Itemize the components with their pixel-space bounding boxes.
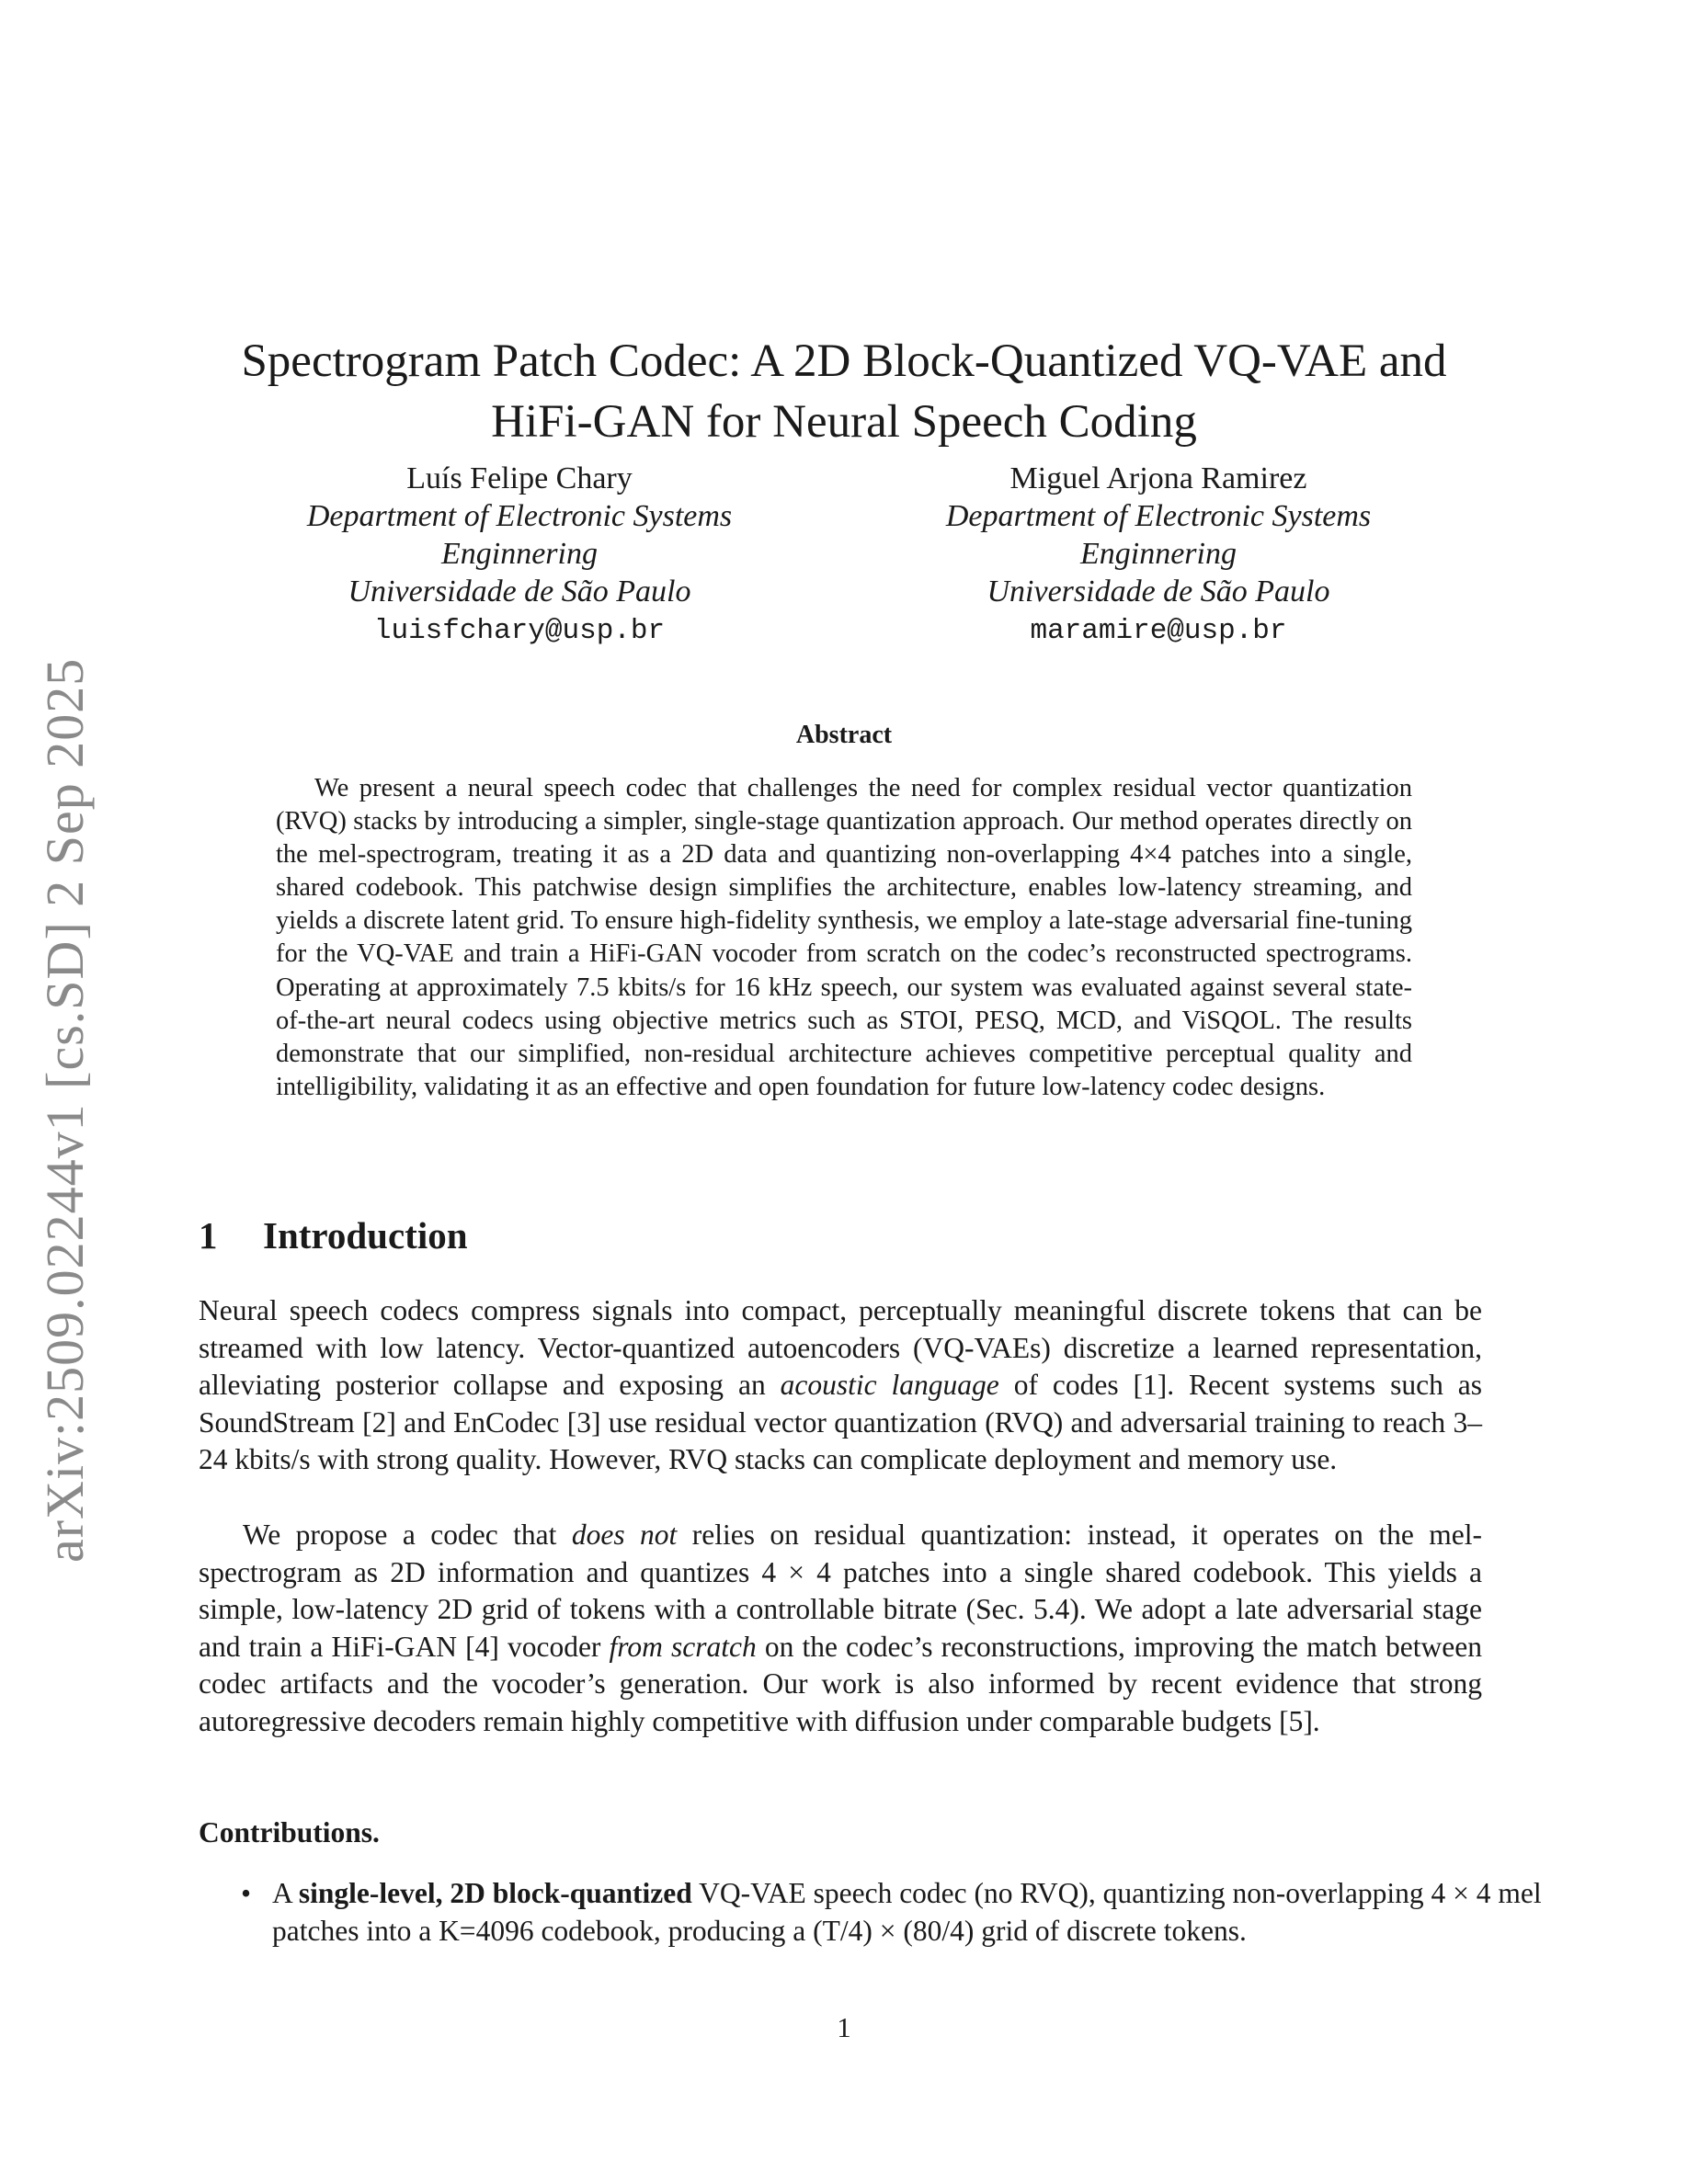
section-heading-introduction	[199, 1213, 468, 1257]
author-name: Luís Felipe Chary	[406, 461, 633, 495]
emphasis-text: does not	[571, 1519, 678, 1551]
list-item	[241, 1875, 1574, 1950]
intro-paragraph-2	[199, 1517, 1482, 1741]
bullet-bold-text: single-level, 2D block-quantized	[298, 1877, 692, 1909]
author-department-cont: Enginnering	[441, 537, 598, 571]
contributions-list	[241, 1875, 1574, 1950]
author-name: Miguel Arjona Ramirez	[1009, 461, 1307, 495]
title-line-2: HiFi-GAN for Neural Speech Coding	[491, 396, 1197, 449]
paragraph-text: of codes [1]. Recent systems such as SoundStream [2] and EnCodec [3] use residual vector quantization (RVQ) and adversarial training to reach 3–24 kbits/s with strong quality. However, RVQ stacks can complicate deployment and memory use.	[199, 1369, 1482, 1476]
paragraph-text: relies on residual quantization: instead, it operates on the mel-spectrogram as 2D information and quantizes 4 × 4 patches into a single shared codebook. This yields a simple, low-latency 2D grid of tokens with a controllable bitrate (Sec. 5.4). We adopt a late adversarial stage and train a HiFi-GAN [4] vocoder	[199, 1519, 1482, 1663]
author-email[interactable]: maramire@usp.br	[1030, 615, 1287, 647]
paragraph-text: We propose a codec that	[243, 1519, 572, 1551]
author-department-cont: Enginnering	[1080, 537, 1237, 571]
emphasis-text: acoustic language	[780, 1369, 999, 1402]
author-block-1	[244, 460, 795, 650]
author-university: Universidade de São Paulo	[987, 574, 1330, 609]
paragraph-text: Neural speech codecs compress signals into compact, perceptually meaningful discrete tokens that can be streamed with low latency. Vector-quantized autoencoders (VQ-VAEs) discretize a learned representation, alleviating posterior collapse and exposing an	[199, 1294, 1482, 1402]
author-block-2	[883, 460, 1434, 650]
author-university: Universidade de São Paulo	[348, 574, 691, 609]
bullet-text: VQ-VAE speech codec (no RVQ), quantizing non-overlapping 4 × 4 mel patches into a K=4096 codebook, producing a (T/4) × (80/4) grid of discrete tokens.	[272, 1877, 1542, 1947]
paragraph-text: on the codec’s reconstructions, improving the match between codec artifacts and the vocoder’s generation. Our work is also informed by recent evidence that strong autoregressive decoders remain highly competitive with diffusion under comparable budgets [5].	[199, 1630, 1482, 1737]
bullet-text: A	[272, 1877, 299, 1909]
abstract-text: We present a neural speech codec that challenges the need for complex residual vector quantization (RVQ) stacks by introducing a simpler, single-stage quantization approach. Our method operates directly on the mel-spectrogram, treating it as a 2D data and quantizing non-overlapping 4×4 patches into a single, shared codebook. This patchwise design simplifies the architecture, enables low-latency streaming, and yields a discrete latent grid. To ensure high-fidelity synthesis, we employ a late-stage adversarial fine-tuning for the VQ-VAE and train a HiFi-GAN vocoder from scratch on the codec’s reconstructed spectrograms. Operating at approximately 7.5 kbits/s for 16 kHz speech, our system was evaluated against several state-of-the-art neural codecs using objective metrics such as STOI, PESQ, MCD, and ViSQOL. The results demonstrate that our simplified, non-residual architecture achieves competitive perceptual quality and intelligibility, validating it as an effective and open foundation for future low-latency codec designs.	[276, 774, 1412, 1101]
page-number: 1	[837, 2011, 851, 2043]
paper-title	[147, 331, 1541, 452]
arxiv-identifier: arXiv:2509.02244v1 [cs.SD] 2 Sep 2025	[35, 657, 95, 1563]
bullet-icon: •	[241, 1877, 252, 1909]
title-line-1: Spectrogram Patch Codec: A 2D Block-Quantized VQ-VAE and	[241, 336, 1447, 388]
emphasis-text: from scratch	[609, 1630, 757, 1663]
author-department: Department of Electronic Systems	[945, 499, 1372, 533]
contributions-heading: Contributions.	[199, 1816, 380, 1848]
author-email[interactable]: luisfchary@usp.br	[373, 615, 666, 647]
abstract-heading: Abstract	[795, 721, 893, 749]
section-number: 1	[199, 1214, 218, 1257]
author-department: Department of Electronic Systems	[306, 499, 733, 533]
section-title: Introduction	[263, 1214, 468, 1257]
intro-paragraph-1	[199, 1292, 1482, 1479]
